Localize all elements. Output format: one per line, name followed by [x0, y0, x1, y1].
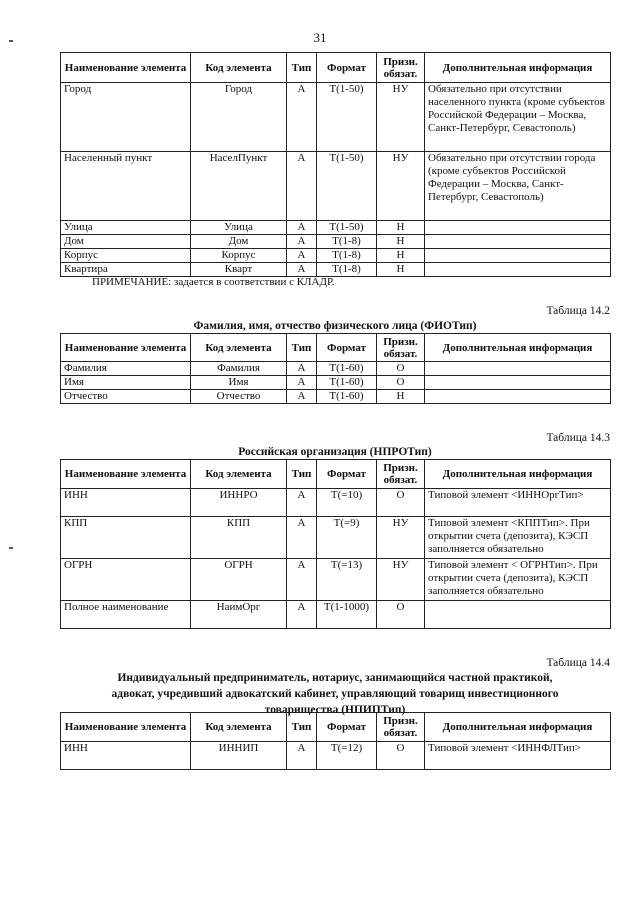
header-info: Дополнительная информация	[425, 460, 611, 489]
cell-name: ИНН	[61, 489, 191, 517]
cell-info	[425, 376, 611, 390]
cell-format: Т(1-8)	[317, 263, 377, 277]
cell-name: КПП	[61, 517, 191, 559]
table-row	[61, 221, 611, 235]
table-note: ПРИМЕЧАНИЕ: задается в соответствии с КЛАДР.	[92, 276, 335, 288]
cell-code: Имя	[191, 376, 287, 390]
table-header-row	[61, 53, 611, 83]
table-header-row	[61, 460, 611, 489]
header-info: Дополнительная информация	[425, 334, 611, 362]
header-name: Наименование элемента	[61, 460, 191, 489]
cell-info: Обязательно при отсутствии города (кроме субъектов Российской Федерации – Москва, Санкт-Петербург, Севастополь)	[425, 152, 611, 221]
table-row	[61, 742, 611, 770]
cell-info: Типовой элемент <ИННОргТип>	[425, 489, 611, 517]
cell-type: А	[287, 235, 317, 249]
cell-required: Н	[377, 221, 425, 235]
cell-required: О	[377, 601, 425, 629]
cell-format: Т(=13)	[317, 559, 377, 601]
cell-name: Улица	[61, 221, 191, 235]
cell-code: Улица	[191, 221, 287, 235]
cell-name: Квартира	[61, 263, 191, 277]
cell-type: А	[287, 263, 317, 277]
cell-name: Фамилия	[61, 362, 191, 376]
cell-info: Типовой элемент <КППТип>. При открытии счета (депозита), КЭСП заполняется обязательно	[425, 517, 611, 559]
cell-name: Имя	[61, 376, 191, 390]
table-row	[61, 235, 611, 249]
cell-required: НУ	[377, 517, 425, 559]
cell-code: ОГРН	[191, 559, 287, 601]
cell-required: О	[377, 376, 425, 390]
cell-type: А	[287, 83, 317, 152]
header-name: Наименование элемента	[61, 713, 191, 742]
scan-mark	[9, 547, 13, 549]
cell-type: А	[287, 390, 317, 404]
cell-type: А	[287, 559, 317, 601]
cell-name: Корпус	[61, 249, 191, 263]
cell-code: Дом	[191, 235, 287, 249]
header-format: Формат	[317, 460, 377, 489]
cell-required: Н	[377, 390, 425, 404]
cell-required: О	[377, 742, 425, 770]
cell-info: Типовой элемент <ИННФЛТип>	[425, 742, 611, 770]
header-required: Призн. обязат.	[377, 460, 425, 489]
cell-code: ИННИП	[191, 742, 287, 770]
header-format: Формат	[317, 713, 377, 742]
cell-type: А	[287, 362, 317, 376]
cell-required: НУ	[377, 152, 425, 221]
table-header-row	[61, 713, 611, 742]
cell-required: О	[377, 362, 425, 376]
cell-required: О	[377, 489, 425, 517]
table-row	[61, 263, 611, 277]
cell-name: ОГРН	[61, 559, 191, 601]
cell-format: Т(1-60)	[317, 390, 377, 404]
cell-required: НУ	[377, 559, 425, 601]
header-format: Формат	[317, 53, 377, 83]
cell-format: Т(1-8)	[317, 235, 377, 249]
header-code: Код элемента	[191, 460, 287, 489]
header-required: Призн. обязат.	[377, 334, 425, 362]
cell-info	[425, 263, 611, 277]
address-table	[60, 52, 611, 277]
cell-format: Т(1-50)	[317, 221, 377, 235]
cell-code: Корпус	[191, 249, 287, 263]
cell-format: Т(1-50)	[317, 83, 377, 152]
cell-type: А	[287, 517, 317, 559]
header-name: Наименование элемента	[61, 334, 191, 362]
cell-format: Т(=10)	[317, 489, 377, 517]
cell-code: КПП	[191, 517, 287, 559]
cell-required: Н	[377, 263, 425, 277]
table-row	[61, 152, 611, 221]
cell-format: Т(1-50)	[317, 152, 377, 221]
fio-table	[60, 333, 611, 404]
header-type: Тип	[287, 460, 317, 489]
cell-code: ИННРО	[191, 489, 287, 517]
cell-format: Т(1-60)	[317, 376, 377, 390]
header-code: Код элемента	[191, 713, 287, 742]
table-number: Таблица 14.3	[546, 432, 610, 444]
cell-info: Типовой элемент < ОГРНТип>. При открытии счета (депозита), КЭСП заполняется обязательно	[425, 559, 611, 601]
table-number: Таблица 14.2	[546, 305, 610, 317]
table-row	[61, 390, 611, 404]
table-header-row	[61, 334, 611, 362]
table-caption: Российская организация (НПРОТип)	[238, 446, 432, 458]
cell-code: НаселПункт	[191, 152, 287, 221]
table-row	[61, 517, 611, 559]
header-type: Тип	[287, 334, 317, 362]
table-row	[61, 601, 611, 629]
header-required: Призн. обязат.	[377, 713, 425, 742]
cell-name: Населенный пункт	[61, 152, 191, 221]
cell-type: А	[287, 742, 317, 770]
table-number: Таблица 14.4	[546, 657, 610, 669]
cell-info	[425, 249, 611, 263]
table-row	[61, 376, 611, 390]
cell-name: Полное наименование	[61, 601, 191, 629]
cell-type: А	[287, 221, 317, 235]
russian-org-table	[60, 459, 611, 629]
cell-name: Отчество	[61, 390, 191, 404]
cell-info	[425, 390, 611, 404]
cell-format: Т(1-8)	[317, 249, 377, 263]
table-caption: Индивидуальный предприниматель, нотариус, занимающийся частной практикой, адвокат, учредивший адвокатский кабинет, управляющий товарищ инвестиционного товарищества (НПИПТип)	[111, 672, 559, 716]
cell-info	[425, 362, 611, 376]
header-code: Код элемента	[191, 334, 287, 362]
cell-code: НаимОрг	[191, 601, 287, 629]
cell-required: Н	[377, 249, 425, 263]
header-required: Призн. обязат.	[377, 53, 425, 83]
header-format: Формат	[317, 334, 377, 362]
cell-info	[425, 601, 611, 629]
cell-name: Город	[61, 83, 191, 152]
cell-type: А	[287, 601, 317, 629]
cell-name: Дом	[61, 235, 191, 249]
individual-entrepreneur-table	[60, 712, 611, 770]
cell-name: ИНН	[61, 742, 191, 770]
cell-info: Обязательно при отсутствии населенного пункта (кроме субъектов Российской Федерации – Москва, Санкт-Петербург, Севастополь)	[425, 83, 611, 152]
header-info: Дополнительная информация	[425, 53, 611, 83]
header-info: Дополнительная информация	[425, 713, 611, 742]
header-type: Тип	[287, 713, 317, 742]
cell-type: А	[287, 249, 317, 263]
table-row	[61, 489, 611, 517]
page-number: 31	[313, 30, 327, 45]
table-row	[61, 249, 611, 263]
cell-code: Кварт	[191, 263, 287, 277]
cell-info	[425, 221, 611, 235]
table-caption: Фамилия, имя, отчество физического лица (ФИОТип)	[193, 320, 477, 332]
cell-format: Т(=12)	[317, 742, 377, 770]
cell-type: А	[287, 489, 317, 517]
table-row	[61, 362, 611, 376]
cell-required: НУ	[377, 83, 425, 152]
cell-format: Т(=9)	[317, 517, 377, 559]
cell-info	[425, 235, 611, 249]
cell-format: Т(1-1000)	[317, 601, 377, 629]
header-type: Тип	[287, 53, 317, 83]
table-row	[61, 83, 611, 152]
cell-code: Фамилия	[191, 362, 287, 376]
cell-code: Отчество	[191, 390, 287, 404]
cell-type: А	[287, 376, 317, 390]
cell-type: А	[287, 152, 317, 221]
cell-required: Н	[377, 235, 425, 249]
cell-format: Т(1-60)	[317, 362, 377, 376]
table-row	[61, 559, 611, 601]
cell-code: Город	[191, 83, 287, 152]
header-code: Код элемента	[191, 53, 287, 83]
header-name: Наименование элемента	[61, 53, 191, 83]
